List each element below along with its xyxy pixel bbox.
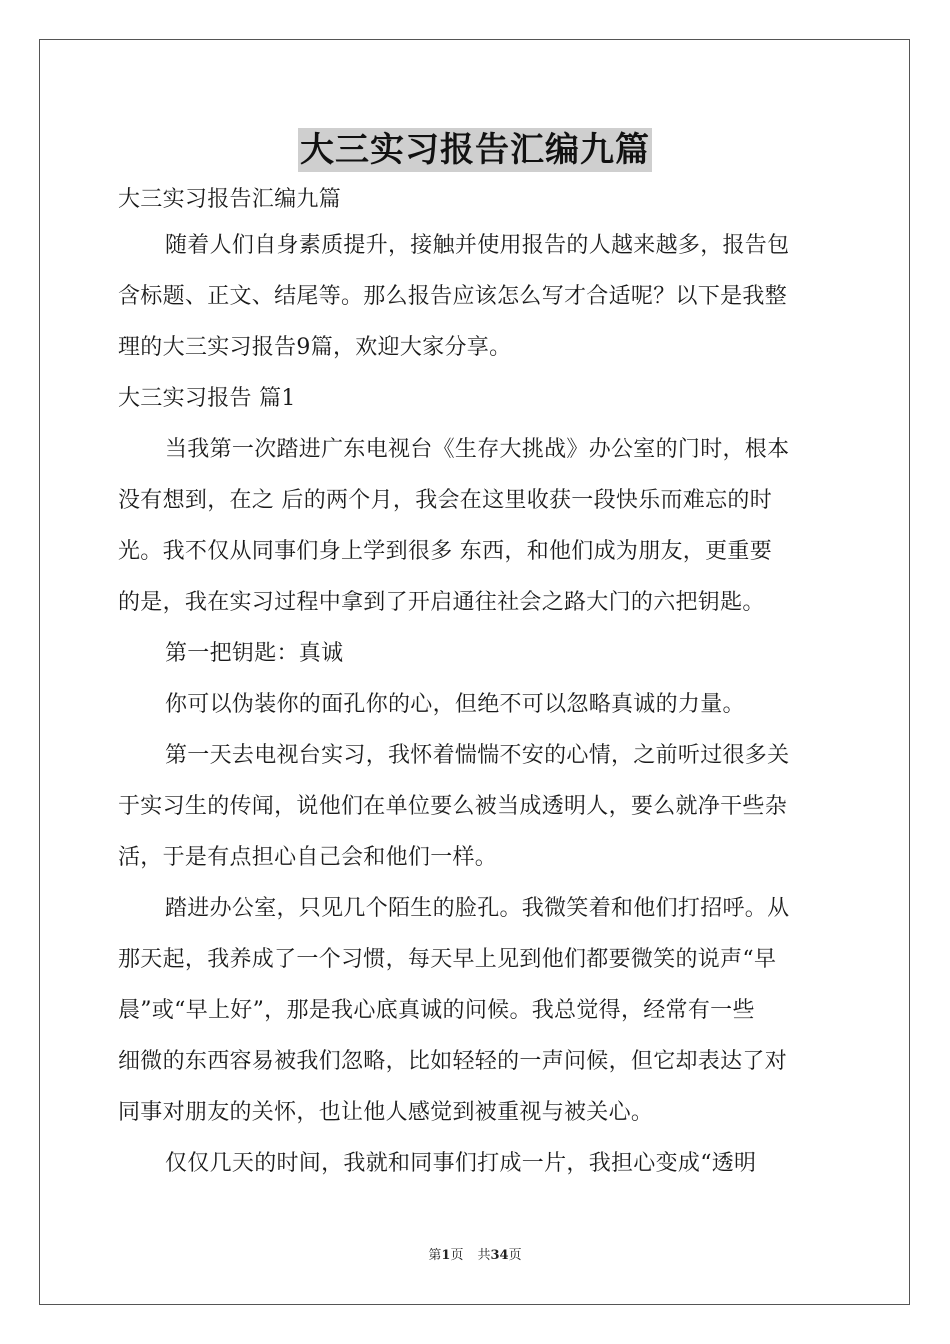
text-line: 含标题、正文、结尾等。那么报告应该怎么写才合适呢？以下是我整 — [118, 284, 788, 309]
text-line: 踏进办公室，只见几个陌生的脸孔。我微笑着和他们打招呼。从 — [165, 896, 790, 921]
footer-page-number: 1 — [441, 1248, 451, 1263]
text-line: 细微的东西容易被我们忽略，比如轻轻的一声问候，但它却表达了对 — [118, 1049, 788, 1074]
text-line: 晨”或“早上好”，那是我心底真诚的问候。我总觉得，经常有一些 — [118, 998, 755, 1023]
text-line: 没有想到，在之 后的两个月，我会在这里收获一段快乐而难忘的时 — [118, 488, 772, 513]
footer-total-suffix: 页 — [508, 1248, 522, 1263]
footer-page-prefix: 第 — [428, 1248, 442, 1263]
page-footer — [0, 1246, 950, 1266]
text-line: 第一天去电视台实习，我怀着惴惴不安的心情，之前听过很多关 — [165, 743, 790, 768]
document-title: 大三实习报告汇编九篇 — [300, 130, 650, 170]
text-line: 大三实习报告汇编九篇 — [118, 187, 342, 212]
text-line: 那天起，我养成了一个习惯，每天早上见到他们都要微笑的说声“早 — [118, 947, 777, 972]
footer-total-pages: 34 — [490, 1248, 509, 1263]
text-line: 第一把钥匙：真诚 — [165, 641, 344, 666]
text-line: 当我第一次踏进广东电视台《生存大挑战》办公室的门时，根本 — [165, 437, 790, 462]
text-line: 于实习生的传闻，说他们在单位要么被当成透明人，要么就净干些杂 — [118, 794, 788, 819]
text-line: 理的大三实习报告9篇，欢迎大家分享。 — [118, 335, 512, 360]
text-line: 大三实习报告 篇1 — [118, 386, 296, 411]
footer-page-suffix: 页 — [450, 1248, 464, 1263]
text-line: 随着人们自身素质提升，接触并使用报告的人越来越多，报告包 — [165, 233, 790, 258]
text-line: 的是，我在实习过程中拿到了开启通往社会之路大门的六把钥匙。 — [118, 590, 765, 615]
text-line: 你可以伪装你的面孔你的心，但绝不可以忽略真诚的力量。 — [165, 692, 745, 717]
text-line: 活，于是有点担心自己会和他们一样。 — [118, 845, 498, 870]
footer-total-prefix: 共 — [477, 1248, 491, 1263]
text-line: 仅仅几天的时间，我就和同事们打成一片，我担心变成“透明 — [165, 1151, 757, 1176]
text-line: 光。我不仅从同事们身上学到很多 东西，和他们成为朋友，更重要 — [118, 539, 772, 564]
title-wrapper — [0, 128, 950, 172]
text-line: 同事对朋友的关怀，也让他人感觉到被重视与被关心。 — [118, 1100, 654, 1125]
document-body — [118, 180, 834, 1189]
